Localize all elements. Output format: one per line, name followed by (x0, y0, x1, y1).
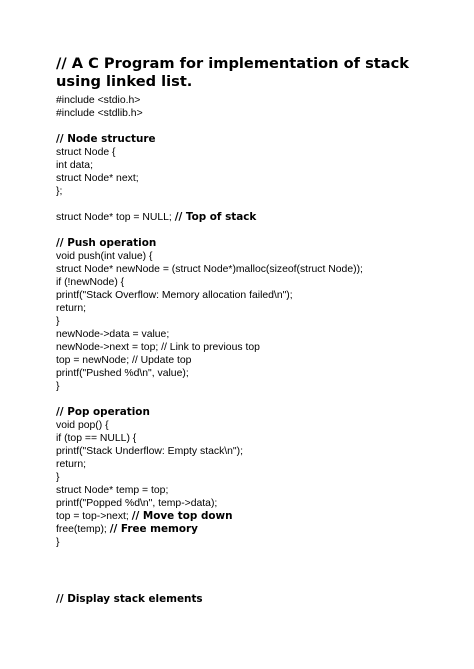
code-line-include-stdlib: #include <stdlib.h> (56, 108, 143, 119)
code-line-pop-9 (56, 523, 456, 536)
code-line-push-9: top = newNode; // Update top (56, 355, 192, 366)
top-decl-comment: // Top of stack (174, 211, 257, 223)
code-line-push-10: printf("Pushed %d\n", value); (56, 368, 189, 379)
code-line-push-8: newNode->next = top; // Link to previous top (56, 342, 260, 353)
code-line-push-5: return; (56, 303, 87, 314)
document-title: // A C Program for implementation of stack using linked list. (56, 55, 409, 90)
blank-line (56, 224, 456, 237)
code-line-node-4: }; (56, 186, 63, 197)
code-line-pop-7: printf("Popped %d\n", temp->data); (56, 498, 218, 509)
pop-move-comment: // Move top down (131, 510, 233, 522)
code-line-node-2: int data; (56, 160, 93, 171)
code-line-push-6: } (56, 316, 60, 327)
pop-operation-comment: // Pop operation (56, 406, 150, 418)
code-line-node-1: struct Node { (56, 147, 116, 158)
code-line-push-7: newNode->data = value; (56, 329, 170, 340)
code-line-push-1: void push(int value) { (56, 251, 153, 262)
blank-line (56, 198, 456, 211)
code-line-pop-4: return; (56, 459, 87, 470)
top-decl-code: struct Node* top = NULL; (56, 212, 175, 223)
code-line-pop-10: } (56, 537, 60, 548)
code-line-push-2: struct Node* newNode = (struct Node*)malloc(sizeof(struct Node)); (56, 264, 363, 275)
free-code: free(temp); (56, 524, 110, 535)
code-line-pop-8 (56, 510, 456, 523)
code-line-top-decl (56, 211, 456, 224)
push-operation-comment: // Push operation (56, 237, 157, 249)
code-line-pop-2: if (top == NULL) { (56, 433, 137, 444)
display-stack-comment: // Display stack elements (56, 593, 203, 605)
blank-space (56, 549, 456, 593)
code-line-push-3: if (!newNode) { (56, 277, 125, 288)
blank-line (56, 120, 456, 133)
code-line-include-stdio: #include <stdio.h> (56, 95, 141, 106)
code-line-push-4: printf("Stack Overflow: Memory allocation failed\n"); (56, 290, 293, 301)
code-line-pop-5: } (56, 472, 60, 483)
pop-move-code: top = top->next; (56, 511, 132, 522)
code-line-pop-1: void pop() { (56, 420, 109, 431)
node-structure-comment: // Node structure (56, 133, 156, 145)
free-comment: // Free memory (109, 523, 198, 535)
document-page (56, 55, 456, 606)
code-line-node-3: struct Node* next; (56, 173, 139, 184)
code-line-pop-3: printf("Stack Underflow: Empty stack\n"); (56, 446, 243, 457)
blank-line (56, 393, 456, 406)
code-line-pop-6: struct Node* temp = top; (56, 485, 169, 496)
code-line-push-11: } (56, 381, 60, 392)
